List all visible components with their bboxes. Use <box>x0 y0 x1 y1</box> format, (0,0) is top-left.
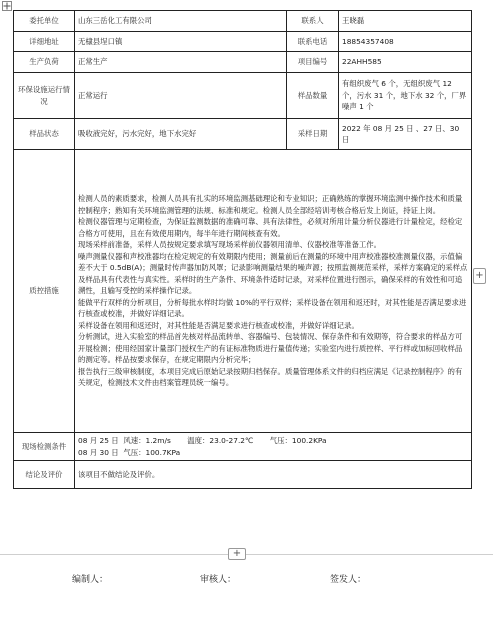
phone-value[interactable]: 18854357408 <box>339 32 472 52</box>
add-column-button[interactable]: + <box>228 548 246 560</box>
conclusion-value[interactable]: 该项目不做结论及评价。 <box>75 461 472 489</box>
contact-label: 联系人 <box>287 11 339 32</box>
table-row <box>14 32 472 52</box>
issuer-signature-label: 签发人： <box>330 575 367 585</box>
contact-value[interactable]: 王晓磊 <box>339 11 472 32</box>
reviewer-signature-label: 审核人： <box>200 575 237 585</box>
report-table <box>13 10 472 489</box>
production-label: 生产负荷 <box>14 52 75 73</box>
weather-label: 现场检测条件 <box>14 433 75 461</box>
production-value[interactable]: 正常生产 <box>75 52 287 73</box>
qc-paragraph: 报告执行三级审核制度，本项目完成后原始记录按期归档保存。质量管理体系文件的归档应满足《记录控制程序》的有关规定，检测技术文件由档案管理员统一编号。 <box>78 366 463 388</box>
editor-signature-label: 编制人： <box>72 575 109 585</box>
sampling-date-value[interactable]: 2022 年 08 月 25 日 、27 日、30 日 <box>339 119 472 150</box>
phone-label: 联系电话 <box>287 32 339 52</box>
client-value[interactable]: 山东三岳化工有限公司 <box>75 11 287 32</box>
add-row-button[interactable]: + <box>473 268 486 284</box>
table-row <box>14 52 472 73</box>
address-value[interactable]: 无棣县埕口镇 <box>75 32 287 52</box>
project-no-value[interactable]: 22AHH585 <box>339 52 472 73</box>
sample-count-value[interactable]: 有组织废气 6 个，无组织废气 12 个，污水 31 个，地下水 32 个，厂界噪声 1 个 <box>339 73 472 119</box>
table-row <box>14 119 472 150</box>
qc-label: 质控措施 <box>14 150 75 433</box>
address-label: 详细地址 <box>14 32 75 52</box>
client-label: 委托单位 <box>14 11 75 32</box>
table-row <box>14 433 472 461</box>
table-move-handle-icon[interactable] <box>2 1 12 11</box>
qc-paragraph: 噪声测量仪器和声校准器均在检定规定的有效期限内使用；测量前后在测量的环境中用声校准器校准测量仪器，示值偏差不大于 0.5dB(A)；测量时传声器加防风罩；记录影响测量结果的噪声源；按照监测规范采样，采样方案确定的采样点及样品具有代表性与真实性。采样时的生产条件、环境条件适时记录，对采样位置进行图示，确保采样的有效性和可追溯性，且输写受控的采样操作记录。 <box>78 251 468 296</box>
env-facility-value[interactable]: 正常运行 <box>75 73 287 119</box>
qc-paragraph: 分析测试，进入实验室的样品首先核对样品流转单、容器编号、包装情况、保存条件和有效期等，符合要求的样品方可开展检测；使用经国家计量部门授权生产的有证标准物质进行量值传递；实验室内进行质控样、平行样或加标回收样品的测定等。样品按要求保存，在规定期限内分析完毕； <box>78 332 463 365</box>
project-no-label: 项目编号 <box>287 52 339 73</box>
weather-line: 08 月 25 日 风速：1.2m/s 温度：23.0-27.2℃ 气压：100.2KPa <box>78 436 327 445</box>
qc-paragraph: 现场采样前准备，采样人员按规定要求填写现场采样前仪器领用清单、仪器校准等准备工作。 <box>78 240 382 250</box>
table-row <box>14 73 472 119</box>
weather-line: 08 月 30 日 气压：100.7KPa <box>78 447 181 457</box>
qc-paragraph: 检测仪器管理与定期检查，为保证监测数据的准确可靠、具有法律性，必须对所用计量分析仪器进行计量检定，经检定合格方可使用，且在有效使用期内，每半年进行期间核查有效。 <box>78 217 463 238</box>
qc-paragraph: 检测人员的素质要求，检测人员具有扎实的环境监测基础理论和专业知识；正确熟练的掌握环境监测中操作技术和质量控制程序；熟知有关环境监测管理的法规、标准和规定。检测人员全部经培训考核合格后发上岗证，持证上岗。 <box>78 194 463 215</box>
table-row <box>14 11 472 32</box>
table-row <box>14 150 472 433</box>
qc-paragraph: 采样设备在领用和返还时，对其性能是否满足要求进行核查或校准，并做好详细记录。 <box>78 320 359 330</box>
sample-count-label: 样品数量 <box>287 73 339 119</box>
sample-state-value[interactable]: 吸收液完好，污水完好，地下水完好 <box>75 119 287 150</box>
sample-state-label: 样品状态 <box>14 119 75 150</box>
page-divider <box>0 554 493 555</box>
env-facility-label: 环保设施运行情况 <box>14 73 75 119</box>
qc-measures-cell[interactable] <box>75 150 472 433</box>
conclusion-label: 结论及评价 <box>14 461 75 489</box>
weather-value[interactable] <box>75 433 472 461</box>
table-row <box>14 461 472 489</box>
qc-paragraph: 能做平行双样的分析项目，分析每批水样时均做 10%的平行双样；采样设备在领用和返还时，对其性能是否满足要求进行核查或校准，并做好详细记录。 <box>78 297 467 319</box>
sampling-date-label: 采样日期 <box>287 119 339 150</box>
